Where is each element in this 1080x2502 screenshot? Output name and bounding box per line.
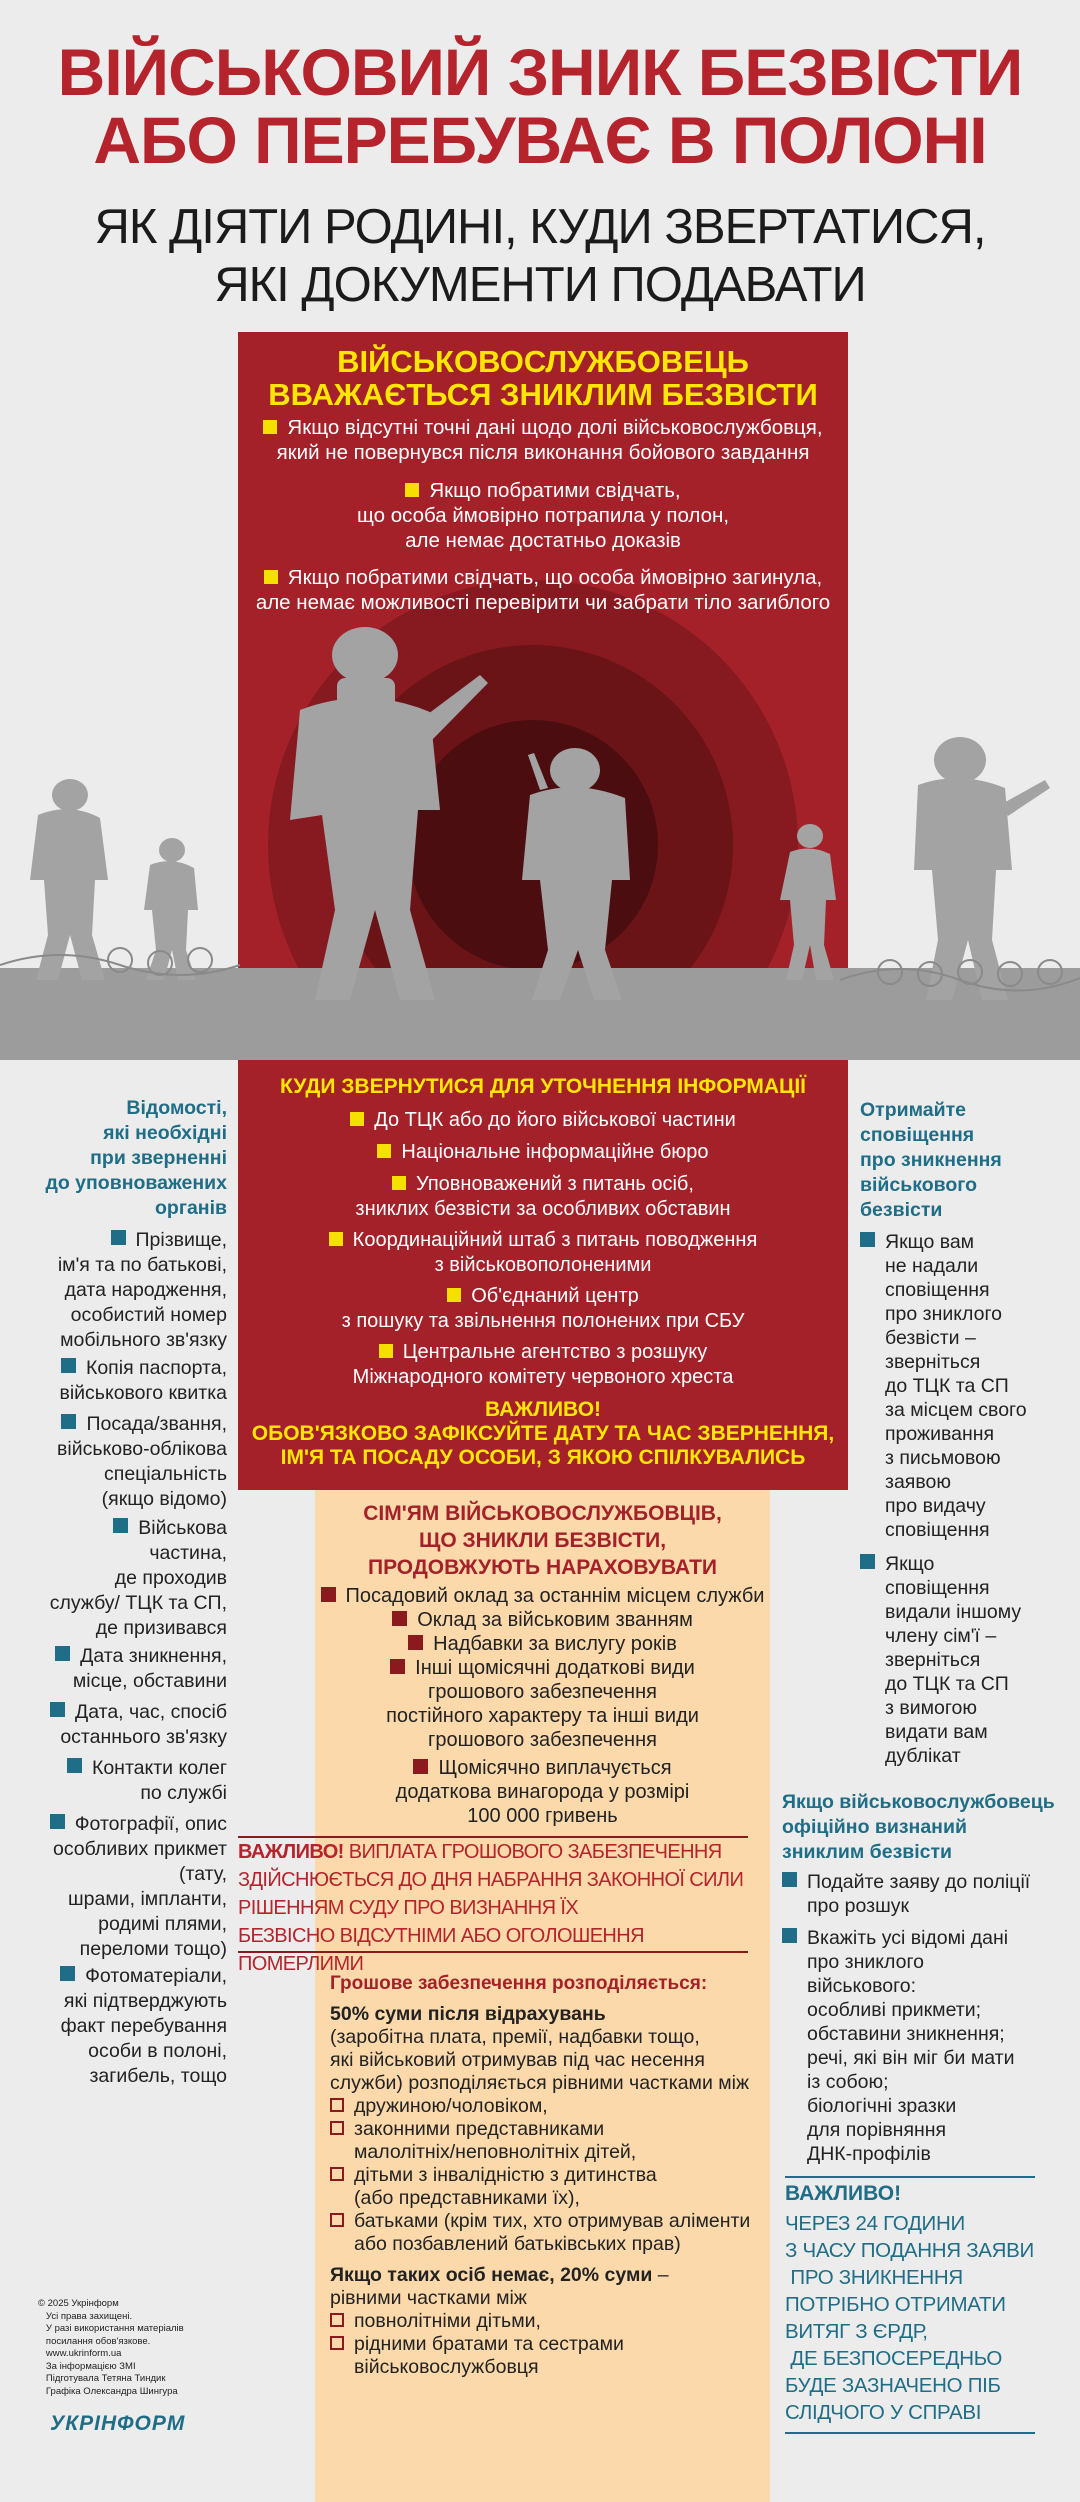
- family-item: [315, 1756, 770, 1828]
- police-item-line: для порівняння: [807, 2119, 947, 2141]
- left-item-line: останнього зв'язку: [60, 1726, 227, 1748]
- payment-note-line: РІШЕННЯМ СУДУ ПРО ВИЗНАННЯ ЇХ: [238, 1897, 579, 1919]
- right-title-line: про зникнення: [860, 1149, 1002, 1171]
- right-item-line: про зниклого: [885, 1303, 1002, 1325]
- missing-item-line: що особа ймовірно потрапила у полон,: [356, 504, 730, 527]
- where-item-line: з військовополоненими: [434, 1254, 652, 1276]
- registry-important-label: ВАЖЛИВО!: [785, 2182, 902, 2205]
- soldier-silhouette: [522, 748, 630, 1000]
- police-item: [782, 1926, 1072, 2166]
- left-item-line: мобільного зв'язку: [60, 1329, 227, 1351]
- credit-line: Графіка Олександра Шингура: [38, 2385, 178, 2397]
- page-subtitle: [0, 198, 1080, 314]
- family-title-line: ЩО ЗНИКЛИ БЕЗВІСТИ,: [418, 1529, 667, 1552]
- left-title-line: при зверненні: [90, 1147, 227, 1169]
- right-item-line: зверніться: [885, 1351, 981, 1373]
- registry-note-line: ПОТРІБНО ОТРИМАТИ: [785, 2293, 1006, 2316]
- where-item-line: зниклих безвісти за особливих обставин: [355, 1198, 731, 1220]
- credit-line: Усі права захищені.: [38, 2310, 133, 2322]
- where-item: [238, 1340, 848, 1390]
- right-item-line: видали іншому: [885, 1601, 1022, 1623]
- missing-title: [238, 345, 848, 411]
- where-title: КУДИ ЗВЕРНУТИСЯ ДЛЯ УТОЧНЕННЯ ІНФОРМАЦІЇ: [280, 1075, 806, 1098]
- where-item: [238, 1108, 848, 1133]
- right-item-line: не надали: [885, 1255, 979, 1277]
- family-item: [315, 1632, 770, 1656]
- family-title: [315, 1500, 770, 1581]
- distribution-line: рівними частками між: [330, 2287, 527, 2309]
- where-item: [238, 1172, 848, 1222]
- police-item-line: біологічні зразки: [807, 2095, 957, 2117]
- right-title-line: військового: [860, 1174, 978, 1196]
- distribution-item: дружиною/чоловіком,: [330, 2095, 760, 2118]
- left-item-line: місце, обставини: [72, 1670, 227, 1692]
- distribution-body: [330, 2003, 760, 2379]
- registry-note-line: БУДЕ ЗАЗНАЧЕНО ПІБ: [785, 2374, 1001, 2397]
- where-item-line: Центральне агентство з розшуку: [238, 1340, 848, 1365]
- where-item: [238, 1284, 848, 1334]
- left-item-line: ім'я та по батькові,: [57, 1254, 227, 1276]
- distribution-title: Грошове забезпечення розподіляється:: [330, 1973, 708, 1994]
- police-item-line: обставини зникнення;: [807, 2023, 1005, 2045]
- distribution-line: (заробітна плата, премії, надбавки тощо,: [330, 2026, 700, 2048]
- subtitle-line-1: ЯК ДІЯТИ РОДИНІ, КУДИ ЗВЕРТАТИСЯ,: [94, 200, 986, 254]
- distribution-item: дітьми з інвалідністю з дитинства: [330, 2164, 760, 2187]
- soldier-silhouette: [780, 824, 836, 980]
- soldier-silhouette: [914, 737, 1050, 1000]
- left-item-line: Дата, час, спосіб: [15, 1700, 227, 1725]
- left-item-line: шрами, імпланти,: [68, 1888, 227, 1910]
- right-item: [860, 1552, 1070, 1768]
- registry-note-line: ПРО ЗНИКНЕННЯ: [785, 2266, 963, 2289]
- divider: [785, 2176, 1035, 2178]
- where-item-line: Уповноважений з питань осіб,: [238, 1172, 848, 1197]
- police-item-line: із собою;: [807, 2071, 889, 2093]
- important-line: ІМ'Я ТА ПОСАДУ ОСОБИ, З ЯКОЮ СПІЛКУВАЛИСЬ: [280, 1446, 806, 1469]
- right-title-line: сповіщення: [860, 1124, 975, 1146]
- payment-important-note: [238, 1838, 748, 1978]
- left-item-line: які підтверджують: [63, 1990, 227, 2012]
- left-title-line: органів: [155, 1197, 227, 1219]
- family-title-line: СІМ'ЯМ ВІЙСЬКОВОСЛУЖБОВЦІВ,: [363, 1502, 722, 1525]
- police-item-line: особливі прикмети;: [807, 1999, 982, 2021]
- where-item-line: Об'єднаний центр: [238, 1284, 848, 1309]
- police-item-line: Подайте заяву до поліції: [782, 1870, 1072, 1894]
- left-item: [15, 1812, 227, 1962]
- distribution-line: які військовий отримував під час несення: [330, 2049, 705, 2071]
- payment-note-text: ВИПЛАТА ГРОШОВОГО ЗАБЕЗПЕЧЕННЯ: [343, 1841, 722, 1863]
- right-item-line: безвісти –: [885, 1327, 976, 1349]
- missing-item: [238, 478, 848, 553]
- police-item-line: ДНК-профілів: [807, 2143, 931, 2165]
- left-item: [15, 1644, 227, 1694]
- family-title-line: ПРОДОВЖУЮТЬ НАРАХОВУВАТИ: [367, 1556, 718, 1579]
- registry-note-line: ДЕ БЕЗПОСЕРЕДНЬО: [785, 2347, 1003, 2370]
- credit-line: www.ukrinform.ua: [38, 2348, 122, 2359]
- registry-important-note: [785, 2210, 1075, 2426]
- distribution-highlight: 50% суми після відрахувань: [330, 2003, 606, 2025]
- distribution-item-line: (або представниками їх),: [354, 2187, 580, 2209]
- missing-item-line: Якщо побратими свідчать, що особа ймовірно загинула,: [238, 565, 848, 590]
- left-item-line: службу/ ТЦК та СП,: [49, 1592, 227, 1614]
- where-important-note: [238, 1398, 848, 1470]
- soldier-silhouette: [30, 779, 108, 980]
- family-item-line: Оклад за військовим званням: [315, 1608, 770, 1632]
- right-item-line: за місцем свого: [885, 1399, 1027, 1421]
- registry-note-line: З ЧАСУ ПОДАННЯ ЗАЯВИ: [785, 2239, 1034, 2262]
- left-item-line: Фотографії, опис: [15, 1812, 227, 1837]
- soldiers-silhouette-illustration: [0, 580, 1080, 1060]
- left-title-line: до уповноважених: [45, 1172, 227, 1194]
- distribution-text: –: [652, 2264, 669, 2286]
- left-item-line: Військова: [15, 1516, 227, 1541]
- credit-line: © 2025 Укрінформ: [38, 2298, 119, 2309]
- family-item-line: Інші щомісячні додаткові види: [315, 1656, 770, 1680]
- where-item-line: Координаційний штаб з питань поводження: [238, 1228, 848, 1253]
- left-item: [15, 1228, 227, 1353]
- payment-note-line: БЕЗВІСНО ВІДСУТНІМИ АБО ОГОЛОШЕННЯ ПОМЕРЛИМИ: [238, 1925, 644, 1975]
- missing-item-line: але немає можливості перевірити чи забрати тіло загиблого: [255, 591, 831, 614]
- distribution-line: служби) розподіляється рівними частками між: [330, 2072, 750, 2094]
- left-item: [15, 1700, 227, 1750]
- police-section-title: [782, 1790, 1072, 1865]
- family-item-line: грошового забезпечення: [428, 1681, 657, 1703]
- right-item-line: Якщо вам: [860, 1230, 1070, 1254]
- left-item-line: Контакти колег: [15, 1756, 227, 1781]
- left-item: [15, 1356, 227, 1406]
- registry-note-line: ЧЕРЕЗ 24 ГОДИНИ: [785, 2212, 965, 2235]
- where-item: [238, 1140, 848, 1165]
- right-column-title: [860, 1098, 1070, 1223]
- subtitle-line-2: ЯКІ ДОКУМЕНТИ ПОДАВАТИ: [214, 258, 866, 312]
- family-item-line: постійного характеру та інші види: [386, 1705, 699, 1727]
- left-item-line: родимі плями,: [98, 1913, 227, 1935]
- police-title-line: Якщо військовослужбовець: [782, 1791, 1055, 1813]
- left-item-line: Посада/звання,: [15, 1412, 227, 1437]
- divider: [238, 1951, 748, 1953]
- right-item-line: сповіщення: [885, 1279, 990, 1301]
- missing-item-line: але немає достатньо доказів: [405, 529, 681, 552]
- distribution-highlight: Якщо таких осіб немає, 20% суми: [330, 2264, 653, 2286]
- left-item-line: де призивався: [95, 1617, 227, 1639]
- right-item-line: заявою: [885, 1471, 951, 1493]
- right-item-line: члену сім'ї –: [885, 1625, 997, 1647]
- distribution-item: законними представниками: [330, 2118, 760, 2141]
- missing-title-line-2: ВВАЖАЄТЬСЯ ЗНИКЛИМ БЕЗВІСТИ: [268, 377, 818, 412]
- where-item-line: з пошуку та звільнення полонених при СБУ: [341, 1310, 745, 1332]
- right-title-line: безвісти: [860, 1199, 943, 1221]
- left-item-line: Копія паспорта,: [15, 1356, 227, 1381]
- registry-note-line: СЛІДЧОГО У СПРАВІ: [785, 2401, 982, 2424]
- distribution-item-line: малолітніх/неповнолітніх дітей,: [354, 2141, 637, 2163]
- left-item-line: де проходив: [114, 1567, 227, 1589]
- distribution-item: повнолітніми дітьми,: [330, 2310, 760, 2333]
- family-item-line: Посадовий оклад за останнім місцем служби: [315, 1584, 770, 1608]
- family-item-line: додаткова винагорода у розмірі: [395, 1781, 690, 1803]
- credit-line: посилання обов'язкове.: [38, 2335, 151, 2347]
- left-item: [15, 1516, 227, 1641]
- divider: [785, 2432, 1035, 2434]
- registry-note-line: ВИТЯГ З ЄРДР,: [785, 2320, 928, 2343]
- missing-title-line-1: ВІЙСЬКОВОСЛУЖБОВЕЦЬ: [337, 344, 749, 379]
- distribution-item: батьками (крім тих, хто отримував аліменти: [330, 2210, 760, 2233]
- left-item-line: військово-облікова: [57, 1438, 227, 1460]
- where-item-line: Міжнародного комітету червоного хреста: [352, 1366, 734, 1388]
- left-item-line: військового квитка: [59, 1382, 227, 1404]
- where-item-line: До ТЦК або до його військової частини: [238, 1108, 848, 1133]
- credits: [38, 2298, 278, 2398]
- title-line-1: ВІЙСЬКОВИЙ ЗНИК БЕЗВІСТИ: [57, 35, 1023, 109]
- left-item-line: загибель, тощо: [89, 2065, 227, 2087]
- missing-item-line: Якщо відсутні точні дані щодо долі військовослужбовця,: [238, 415, 848, 440]
- distribution-item-line: військовослужбовця: [354, 2356, 539, 2378]
- police-item: [782, 1870, 1072, 1918]
- police-item-line: про розшук: [807, 1895, 910, 1917]
- left-item-line: по службі: [140, 1782, 227, 1804]
- left-item-line: особи в полоні,: [88, 2040, 227, 2062]
- right-item-line: з письмовою: [885, 1447, 1001, 1469]
- left-item-line: особистий номер: [70, 1304, 227, 1326]
- left-item-line: спеціальність: [104, 1463, 227, 1485]
- credit-line: У разі використання матеріалів: [38, 2323, 184, 2334]
- soldier-silhouette: [290, 627, 488, 1000]
- family-item-line: Щомісячно виплачується: [315, 1756, 770, 1780]
- left-item: [15, 1964, 227, 2089]
- important-line: ОБОВ'ЯЗКОВО ЗАФІКСУЙТЕ ДАТУ ТА ЧАС ЗВЕРНЕННЯ,: [251, 1422, 835, 1445]
- title-line-2: АБО ПЕРЕБУВАЄ В ПОЛОНІ: [93, 103, 987, 177]
- right-item-line: видати вам: [885, 1721, 988, 1743]
- left-item-line: факт перебування: [60, 2015, 227, 2037]
- left-item: [15, 1412, 227, 1512]
- where-item-line: Національне інформаційне бюро: [238, 1140, 848, 1165]
- credit-line: Підготувала Тетяна Тиндик: [38, 2373, 166, 2384]
- left-item-line: частина,: [149, 1542, 227, 1564]
- page-title: [0, 35, 1080, 177]
- left-column-title: [20, 1096, 227, 1221]
- important-label: ВАЖЛИВО!: [238, 1841, 344, 1863]
- left-title-line: які необхідні: [103, 1122, 227, 1144]
- left-item: [15, 1756, 227, 1806]
- missing-item-line: який не повернувся після виконання бойового завдання: [276, 441, 810, 464]
- where-item: [238, 1228, 848, 1278]
- left-item-line: (якщо відомо): [101, 1488, 227, 1510]
- family-item-line: 100 000 гривень: [467, 1805, 618, 1827]
- payment-note-line: ЗДІЙСНЮЄТЬСЯ ДО ДНЯ НАБРАННЯ ЗАКОННОЇ СИЛИ: [238, 1869, 744, 1891]
- ukrinform-logo: УКРІНФОРМ: [50, 2412, 186, 2435]
- police-item-line: про зниклого: [807, 1951, 924, 1973]
- distribution-item-line: або позбавлений батьківських прав): [354, 2233, 681, 2255]
- distribution-item: рідними братами та сестрами: [330, 2333, 760, 2356]
- left-item-line: особливих прикмет: [52, 1838, 227, 1860]
- important-label: ВАЖЛИВО!: [484, 1398, 602, 1421]
- right-title-line: Отримайте: [860, 1099, 967, 1121]
- police-item-line: Вкажіть усі відомі дані: [782, 1926, 1072, 1950]
- family-item: [315, 1656, 770, 1752]
- family-item: [315, 1584, 770, 1608]
- police-title-line: зниклим безвісти: [782, 1841, 953, 1863]
- right-item-line: дублікат: [885, 1745, 961, 1767]
- left-item-line: переломи тощо): [79, 1938, 227, 1960]
- police-item-line: військового:: [807, 1975, 917, 1997]
- right-item-line: з вимогою: [885, 1697, 978, 1719]
- missing-item-line: Якщо побратими свідчать,: [238, 478, 848, 503]
- right-item-line: до ТЦК та СП: [885, 1375, 1009, 1397]
- left-item-line: (тату,: [179, 1863, 227, 1885]
- right-item-line: до ТЦК та СП: [885, 1673, 1009, 1695]
- payment-note-line-1: [238, 1838, 748, 1866]
- left-item-line: Прізвище,: [15, 1228, 227, 1253]
- credit-line: За інформацією ЗМІ: [38, 2360, 136, 2372]
- right-item-line: проживання: [885, 1423, 995, 1445]
- left-title-line: Відомості,: [126, 1097, 227, 1119]
- family-item: [315, 1608, 770, 1632]
- left-item-line: Дата зникнення,: [15, 1644, 227, 1669]
- missing-item: [238, 415, 848, 465]
- right-item-line: сповіщення: [885, 1519, 990, 1541]
- police-title-line: офіційно визнаний: [782, 1816, 967, 1838]
- police-item-line: речі, які він міг би мати: [807, 2047, 1015, 2069]
- family-item-line: Надбавки за вислугу років: [315, 1632, 770, 1656]
- right-item-line: Якщо: [860, 1552, 1070, 1576]
- right-item: [860, 1230, 1070, 1542]
- right-item-line: сповіщення: [885, 1577, 990, 1599]
- right-item-line: зверніться: [885, 1649, 981, 1671]
- left-item-line: Фотоматеріали,: [15, 1964, 227, 1989]
- family-item-line: грошового забезпечення: [428, 1729, 657, 1751]
- right-item-line: про видачу: [885, 1495, 986, 1517]
- left-item-line: дата народження,: [64, 1279, 227, 1301]
